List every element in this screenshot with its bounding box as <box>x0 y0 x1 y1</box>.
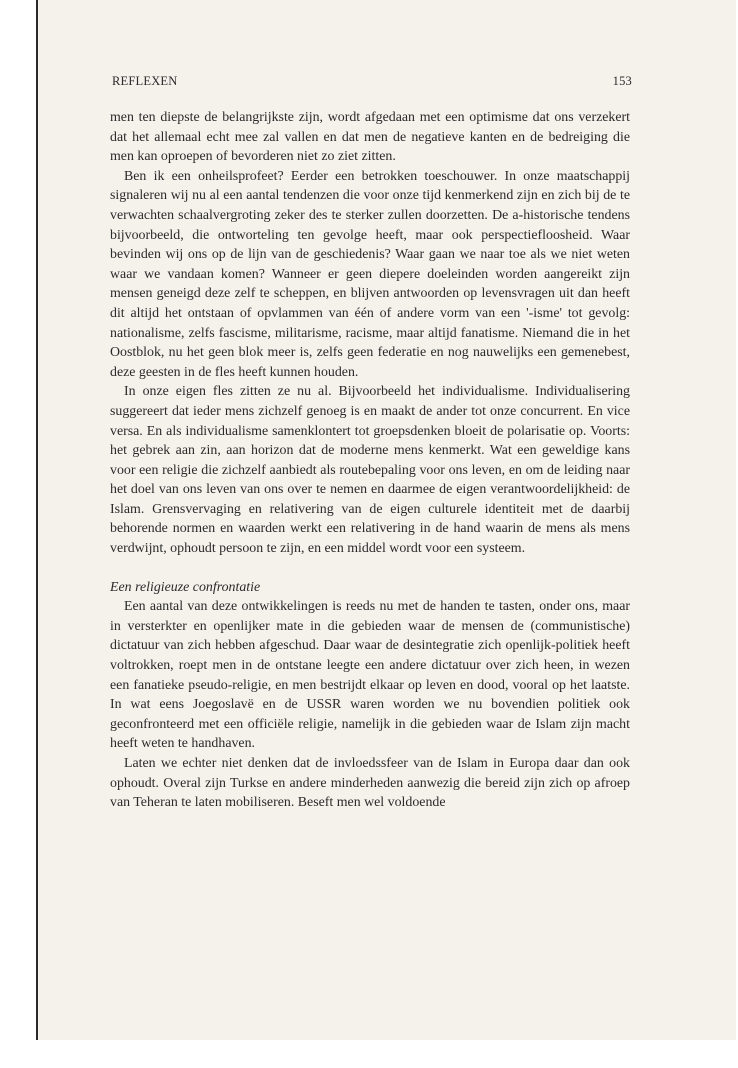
page-number: 153 <box>612 74 632 88</box>
header-title: REFLEXEN <box>112 74 178 88</box>
paragraph: Een aantal van deze ontwikkelingen is reeds nu met de handen te tasten, onder ons, maar in versterkter en openlijker mate in die gebieden waar de mensen de (communistische) dictatuur van zich hebben afgeschud. Daar waar de desintegratie zich openlijk-politiek heeft voltrokken, roept men in de ontstane leegte een andere dictatuur over zich heen, in wezen een fanatieke pseudo-religie, en men bestrijdt elkaar op leven en dood, vooral op het laatste. In wat eens Joegoslavë en de USSR waren worden we nu bovendien politiek ook geconfronteerd met een officiële religie, namelijk in die gebieden waar de Islam zijn macht heeft weten te handhaven. <box>110 599 630 752</box>
paragraph: men ten diepste de belangrijkste zijn, wordt afgedaan met een optimisme dat ons verzekert dat het allemaal echt mee zal vallen en dat men de negatieve kanten en de bedreiging die men kan oproepen of bevorderen niet zo ziet zitten. <box>110 110 630 165</box>
scan-margin <box>36 1040 738 1068</box>
paragraph: Laten we echter niet denken dat de invloedssfeer van de Islam in Europa daar dan ook ophoudt. Overal zijn Turkse en andere minderheden aanwezig die bereid zijn zich op afroep van Teheran te laten mobiliseren. Beseft men wel voldoende <box>110 756 630 811</box>
running-header <box>112 74 632 90</box>
paragraph: Ben ik een onheilsprofeet? Eerder een betrokken toeschouwer. In onze maatschappij signaleren wij nu al een aantal tendenzen die voor onze tijd kenmerkend zijn en zich bij de te verwachten schaalvergroting zeker des te sterker zullen doorzetten. De a-historische tendens bijvoorbeeld, die ontworteling ten gevolge heeft, maar ook perspectiefloosheid. Waar bevinden wij ons op de lijn van de geschiedenis? Waar gaan we naar toe als we niet weten waar we vandaan komen? Wanneer er geen diepere doeleinden worden aangereikt zijn mensen geneigd deze zelf te scheppen, en blijven antwoorden op levensvragen uit dan heeft dit altijd het ontstaan of opvlammen van één of andere vorm van een '-isme' tot gevolg: nationalisme, zelfs fascisme, militarisme, racisme, maar altijd fanatisme. Niemand die in het Oostblok, nu het geen blok meer is, zelfs geen federatie en nog nauwelijks een gemenebest, deze geesten in de fles heeft kunnen houden. <box>110 168 630 380</box>
section-heading: Een religieuze confrontatie <box>110 579 261 595</box>
paragraph: In onze eigen fles zitten ze nu al. Bijvoorbeeld het individualisme. Individualisering suggereert dat ieder mens zichzelf genoeg is en maakt de ander tot onze concurrent. En vice versa. En als individualisme samenklontert tot groepsdenken bloeit de polarisatie op. Voorts: het gebrek aan zin, aan horizon dat de moderne mens kenmerkt. Wat een geweldige kans voor een religie die zichzelf aanbiedt als routebepaling voor ons leven, en om de leiding naar het doel van ons leven van ons over te nemen en daarmee de eigen verantwoordelijkheid: de Islam. Grensvervaging en relativering van de eigen culturele identiteit met de daarbij behorende normen en waarden werkt een relativering in de hand waarin de mens als mens verdwijnt, ophoudt persoon te zijn, en een middel wordt voor een systeem. <box>110 384 630 557</box>
page-body <box>110 108 630 813</box>
